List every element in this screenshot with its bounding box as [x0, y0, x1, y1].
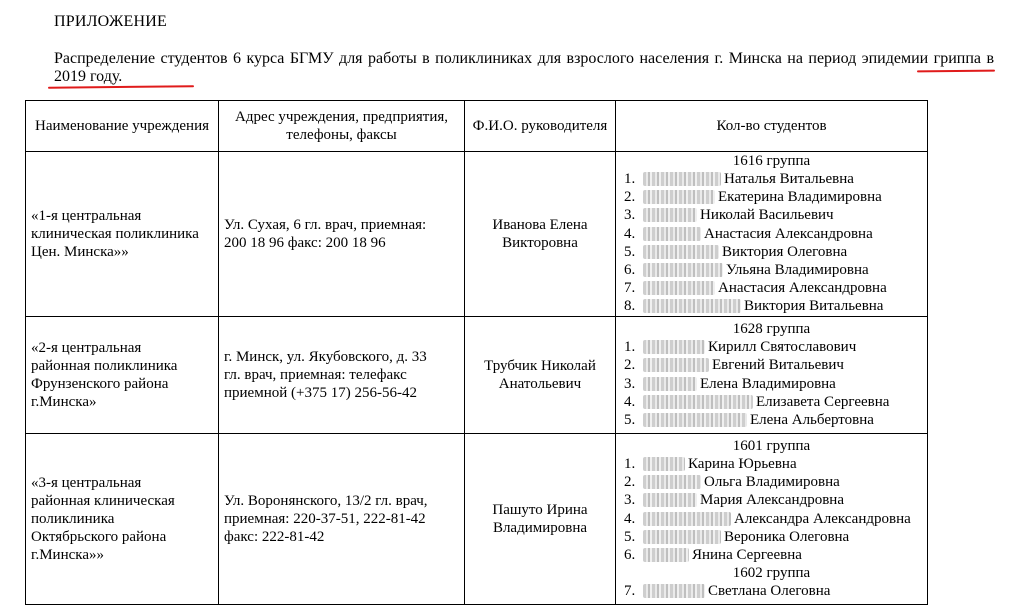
student-number: 6.: [624, 546, 636, 563]
student-list-item: [616, 170, 927, 188]
student-name: Елена Владимировна: [700, 375, 836, 392]
student-number: 7.: [624, 583, 636, 600]
student-list-item: [616, 582, 927, 600]
student-number: 3.: [624, 375, 636, 392]
director-cell: [465, 152, 616, 317]
header-institution: Наименование учреждения: [26, 101, 219, 152]
red-underline-2: [48, 85, 194, 89]
redacted-surname: [643, 263, 723, 277]
institution-name: «3-я центральная районная клиническая поликлиника Октябрьского района г.Минска»»: [31, 474, 175, 563]
redacted-surname: [643, 172, 721, 186]
address-cell: [219, 433, 465, 604]
student-name: Наталья Витальевна: [724, 171, 854, 188]
student-number: 4.: [624, 510, 636, 527]
redacted-surname: [643, 548, 689, 562]
header-student-count: Кол-во студентов: [616, 101, 928, 152]
student-list-item: [616, 393, 927, 411]
student-name: Светлана Олеговна: [708, 583, 831, 600]
student-number: 2.: [624, 189, 636, 206]
director-cell: [465, 316, 616, 433]
student-name: Евгений Витальевич: [712, 357, 844, 374]
student-list-item: [616, 243, 927, 261]
student-name: Анастасия Александровна: [704, 225, 873, 242]
header-address: Адрес учреждения, предприятия, телефоны, факсы: [219, 101, 465, 152]
group-title: 1602 группа: [732, 564, 811, 581]
student-list: [616, 338, 927, 429]
header-director: Ф.И.О. руководителя: [465, 101, 616, 152]
redacted-surname: [643, 245, 719, 259]
redacted-surname: [643, 413, 747, 427]
institution-address: Ул. Сухая, 6 гл. врач, приемная: 200 18 96 факс: 200 18 96: [224, 216, 427, 251]
student-number: 5.: [624, 243, 636, 260]
redacted-surname: [643, 377, 697, 391]
student-name: Мария Александровна: [700, 492, 844, 509]
redacted-surname: [643, 227, 701, 241]
student-name: Ольга Владимировна: [704, 474, 840, 491]
group-title: 1601 группа: [732, 437, 811, 454]
student-number: 1.: [624, 339, 636, 356]
students-cell: [616, 433, 928, 604]
student-name: Екатерина Владимировна: [718, 189, 882, 206]
student-name: Елена Альбертовна: [750, 411, 874, 428]
student-list-item: [616, 279, 927, 297]
student-list-item: [616, 411, 927, 429]
student-name: Карина Юрьевна: [688, 455, 797, 472]
institution-cell: [26, 433, 219, 604]
student-name: Виктория Витальевна: [744, 298, 884, 315]
students-cell: [616, 152, 928, 317]
redacted-surname: [643, 358, 709, 372]
group-title: 1628 группа: [732, 321, 811, 338]
student-number: 5.: [624, 528, 636, 545]
student-number: 2.: [624, 357, 636, 374]
student-list-item: [616, 546, 927, 564]
redacted-surname: [643, 530, 721, 544]
student-list-item: [616, 206, 927, 224]
institution-address: г. Минск, ул. Якубовского, д. 33 гл. врач, приемная: телефакс приемной (+375 17) 256-56-42: [224, 348, 427, 401]
student-number: 3.: [624, 492, 636, 509]
student-list-item: [616, 509, 927, 527]
student-number: 7.: [624, 280, 636, 297]
student-number: 4.: [624, 225, 636, 242]
group-title: 1616 группа: [732, 153, 811, 169]
student-number: 1.: [624, 171, 636, 188]
table-row: [26, 316, 928, 433]
student-list-item: [616, 374, 927, 392]
redacted-surname: [643, 299, 741, 313]
redacted-surname: [643, 190, 715, 204]
student-name: Янина Сергеевна: [692, 546, 802, 563]
student-list-item: [616, 491, 927, 509]
student-name: Александра Александровна: [734, 510, 911, 527]
address-cell: [219, 152, 465, 317]
student-list-item: [616, 338, 927, 356]
student-name: Ульяна Владимировна: [726, 262, 869, 279]
student-list-item: [616, 225, 927, 243]
student-name: Вероника Олеговна: [724, 528, 850, 545]
student-number: 4.: [624, 393, 636, 410]
distribution-table: [25, 100, 928, 605]
page-heading: ПРИЛОЖЕНИЕ: [54, 13, 168, 30]
student-number: 8.: [624, 298, 636, 315]
table-row: [26, 152, 928, 317]
redacted-surname: [643, 475, 701, 489]
student-list: [616, 455, 927, 564]
director-name: Пашуто Ирина Владимировна: [492, 501, 588, 536]
student-list-item: [616, 356, 927, 374]
student-name: Кирилл Святославович: [708, 339, 857, 356]
student-number: 6.: [624, 262, 636, 279]
redacted-surname: [643, 493, 697, 507]
student-name: Виктория Олеговна: [722, 243, 848, 260]
students-cell: [616, 316, 928, 433]
institution-name: «2-я центральная районная поликлиника Фрунзенского района г.Минска»: [31, 339, 178, 410]
student-number: 3.: [624, 207, 636, 224]
institution-name: «1-я центральная клиническая поликлиника Цен. Минска»»: [31, 207, 199, 260]
student-name: Анастасия Александровна: [718, 280, 887, 297]
director-cell: [465, 433, 616, 604]
student-name: Елизавета Сергеевна: [756, 393, 890, 410]
table-row: [26, 433, 928, 604]
student-number: 2.: [624, 474, 636, 491]
redacted-surname: [643, 584, 705, 598]
student-number: 5.: [624, 411, 636, 428]
redacted-surname: [643, 457, 685, 471]
redacted-surname: [643, 512, 731, 526]
institution-address: Ул. Воронянского, 13/2 гл. врач, приемная: 220-37-51, 222-81-42 факс: 222-81-42: [224, 492, 428, 545]
intro-paragraph: Распределение студентов 6 курса БГМУ для работы в поликлиниках для взрослого населения г. Минска на период эпидемии гриппа в 2019 году.: [54, 50, 994, 85]
student-list-item: [616, 473, 927, 491]
student-list-item: [616, 528, 927, 546]
student-list-item: [616, 455, 927, 473]
redacted-surname: [643, 281, 715, 295]
address-cell: [219, 316, 465, 433]
student-name: Николай Васильевич: [700, 207, 834, 224]
institution-cell: [26, 316, 219, 433]
table-header-row: [26, 101, 928, 152]
student-list-item: [616, 297, 927, 315]
institution-cell: [26, 152, 219, 317]
redacted-surname: [643, 395, 753, 409]
student-list: [616, 170, 927, 316]
student-list-item: [616, 188, 927, 206]
director-name: Иванова Елена Викторовна: [492, 216, 588, 251]
redacted-surname: [643, 208, 697, 222]
student-number: 1.: [624, 455, 636, 472]
director-name: Трубчик Николай Анатольевич: [484, 357, 596, 392]
student-list-item: [616, 261, 927, 279]
student-list: [616, 582, 927, 600]
redacted-surname: [643, 340, 705, 354]
